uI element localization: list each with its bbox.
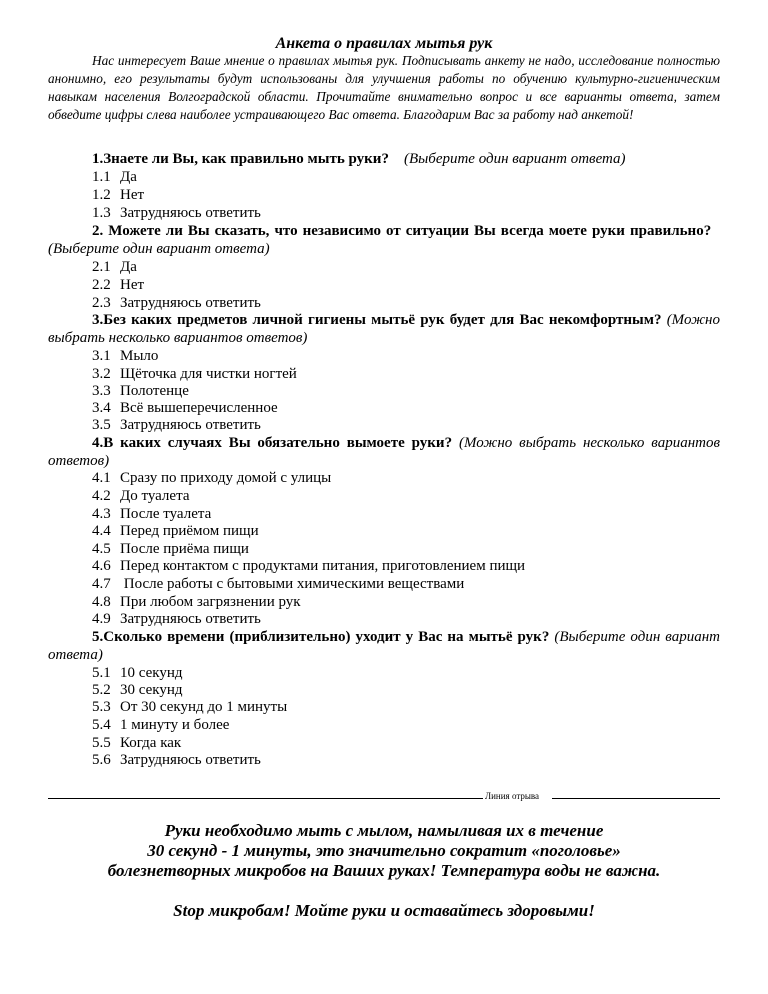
footer-line-2: 30 секунд - 1 минуты, это значительно сократит «поголовье» [147,841,621,860]
option-number: 4.8 [92,594,111,610]
option-number: 4.4 [92,523,111,539]
question-3 [48,311,720,347]
option-2-1[interactable] [92,258,137,276]
option-5-2[interactable] [92,681,182,699]
option-2-3[interactable] [92,294,261,312]
option-4-8[interactable] [92,593,301,611]
option-2-2[interactable] [92,276,144,294]
option-4-6[interactable] [92,557,525,575]
option-number: 1.1 [92,169,111,185]
option-1-1[interactable] [92,168,137,186]
option-number: 4.1 [92,470,111,486]
option-label: Да [120,169,137,185]
question-1-text: 1.Знаете ли Вы, как правильно мыть руки? [92,151,389,167]
option-label: Полотенце [120,383,189,399]
option-number: 4.6 [92,558,111,574]
option-number: 3.2 [92,366,111,382]
option-number: 4.5 [92,541,111,557]
option-label: Затрудняюсь ответить [120,611,261,627]
option-5-5[interactable] [92,734,181,752]
question-4 [48,434,720,470]
intro-paragraph: Нас интересует Ваше мнение о правилах мытья рук. Подписывать анкету не надо, исследование полностью анонимно, его результаты будут использованы для улучшения работы по обучению культурно-гигиеническим навыкам населения Волгоградской области. Прочитайте внимательно вопрос и все варианты ответа, затем обведите цифры слева наиболее устраивающего Вас ответа. Благодарим Вас за работу над анкетой! [48,53,720,122]
option-number: 5.2 [92,682,111,698]
option-label: Мыло [120,348,159,364]
option-5-1[interactable] [92,664,182,682]
tear-line-right [552,798,720,799]
question-5-hint: (Выберите один вариант ответа) [48,629,720,663]
option-label: 10 секунд [120,665,183,681]
option-number: 2.3 [92,295,111,311]
option-4-2[interactable] [92,487,189,505]
option-label: При любом загрязнении рук [120,594,301,610]
option-1-2[interactable] [92,186,144,204]
option-5-3[interactable] [92,698,287,716]
option-label: Всё вышеперечисленное [120,400,278,416]
question-3-text: 3.Без каких предметов личной гигиены мытьё рук будет для Вас некомфортным? [92,312,662,328]
option-5-4[interactable] [92,716,229,734]
option-number: 4.7 [92,576,111,592]
option-number: 4.3 [92,506,111,522]
option-label: Затрудняюсь ответить [120,417,261,433]
option-label: Сразу по приходу домой с улицы [120,470,332,486]
option-1-3[interactable] [92,204,261,222]
option-label: После работы с бытовыми химическими веществами [120,576,465,592]
option-label: Перед контактом с продуктами питания, приготовлением пищи [120,558,526,574]
option-3-5[interactable] [92,416,261,434]
question-4-text: 4.В каких случаях Вы обязательно вымоете руки? [92,435,453,451]
option-number: 3.5 [92,417,111,433]
option-number: 2.1 [92,259,111,275]
option-3-3[interactable] [92,382,189,400]
option-label: Нет [120,187,145,203]
option-number: 3.1 [92,348,111,364]
question-1-hint: (Выберите один вариант ответа) [403,151,626,167]
option-label: Перед приёмом пищи [120,523,259,539]
option-label: Затрудняюсь ответить [120,752,261,768]
footer-closing: Stop микробам! Мойте руки и оставайтесь здоровыми! [173,901,595,920]
question-2-text: 2. Можете ли Вы сказать, что независимо от ситуации Вы всегда моете руки правильно? [92,223,712,239]
option-label: Затрудняюсь ответить [120,205,261,221]
question-3-hint: (Можно выбрать несколько вариантов ответов) [48,312,720,346]
option-label: Нет [120,277,145,293]
option-label: Щёточка для чистки ногтей [120,366,297,382]
option-label: Затрудняюсь ответить [120,295,261,311]
option-4-3[interactable] [92,505,211,523]
footer-line-3: болезнетворных микробов на Ваших руках! Температура воды не важна. [107,861,661,880]
option-label: Когда как [120,735,182,751]
question-1 [48,150,720,168]
option-number: 3.3 [92,383,111,399]
option-4-4[interactable] [92,522,259,540]
option-label: До туалета [120,488,190,504]
question-2-hint: (Выберите один вариант ответа) [48,241,270,257]
option-number: 5.3 [92,699,111,715]
option-number: 3.4 [92,400,111,416]
option-4-1[interactable] [92,469,331,487]
option-number: 1.3 [92,205,111,221]
option-number: 5.6 [92,752,111,768]
tear-off-line [48,788,720,802]
option-3-1[interactable] [92,347,158,365]
option-3-4[interactable] [92,399,278,417]
question-4-hint: (Можно выбрать несколько вариантов ответов) [48,435,720,469]
option-4-7[interactable] [92,575,464,593]
option-5-6[interactable] [92,751,261,769]
tear-line-label: Линия отрыва [485,791,540,801]
option-number: 2.2 [92,277,111,293]
option-number: 5.5 [92,735,111,751]
option-3-2[interactable] [92,365,297,383]
option-label: Да [120,259,137,275]
option-number: 5.4 [92,717,111,733]
option-label: После туалета [120,506,212,522]
option-label: От 30 секунд до 1 минуты [120,699,288,715]
page-title: Анкета о правилах мытья рук [275,35,493,52]
tear-line-left [48,798,483,799]
question-5 [48,628,720,664]
question-2 [48,222,720,258]
option-number: 1.2 [92,187,111,203]
option-number: 4.2 [92,488,111,504]
option-label: 30 секунд [120,682,183,698]
footer-line-1: Руки необходимо мыть с мылом, намыливая их в течение [164,821,604,840]
option-number: 4.9 [92,611,111,627]
option-label: 1 минуту и более [120,717,230,733]
option-4-5[interactable] [92,540,249,558]
option-label: После приёма пищи [120,541,249,557]
question-5-text: 5.Сколько времени (приблизительно) уходит у Вас на мытьё рук? [92,629,550,645]
option-number: 5.1 [92,665,111,681]
option-4-9[interactable] [92,610,261,628]
